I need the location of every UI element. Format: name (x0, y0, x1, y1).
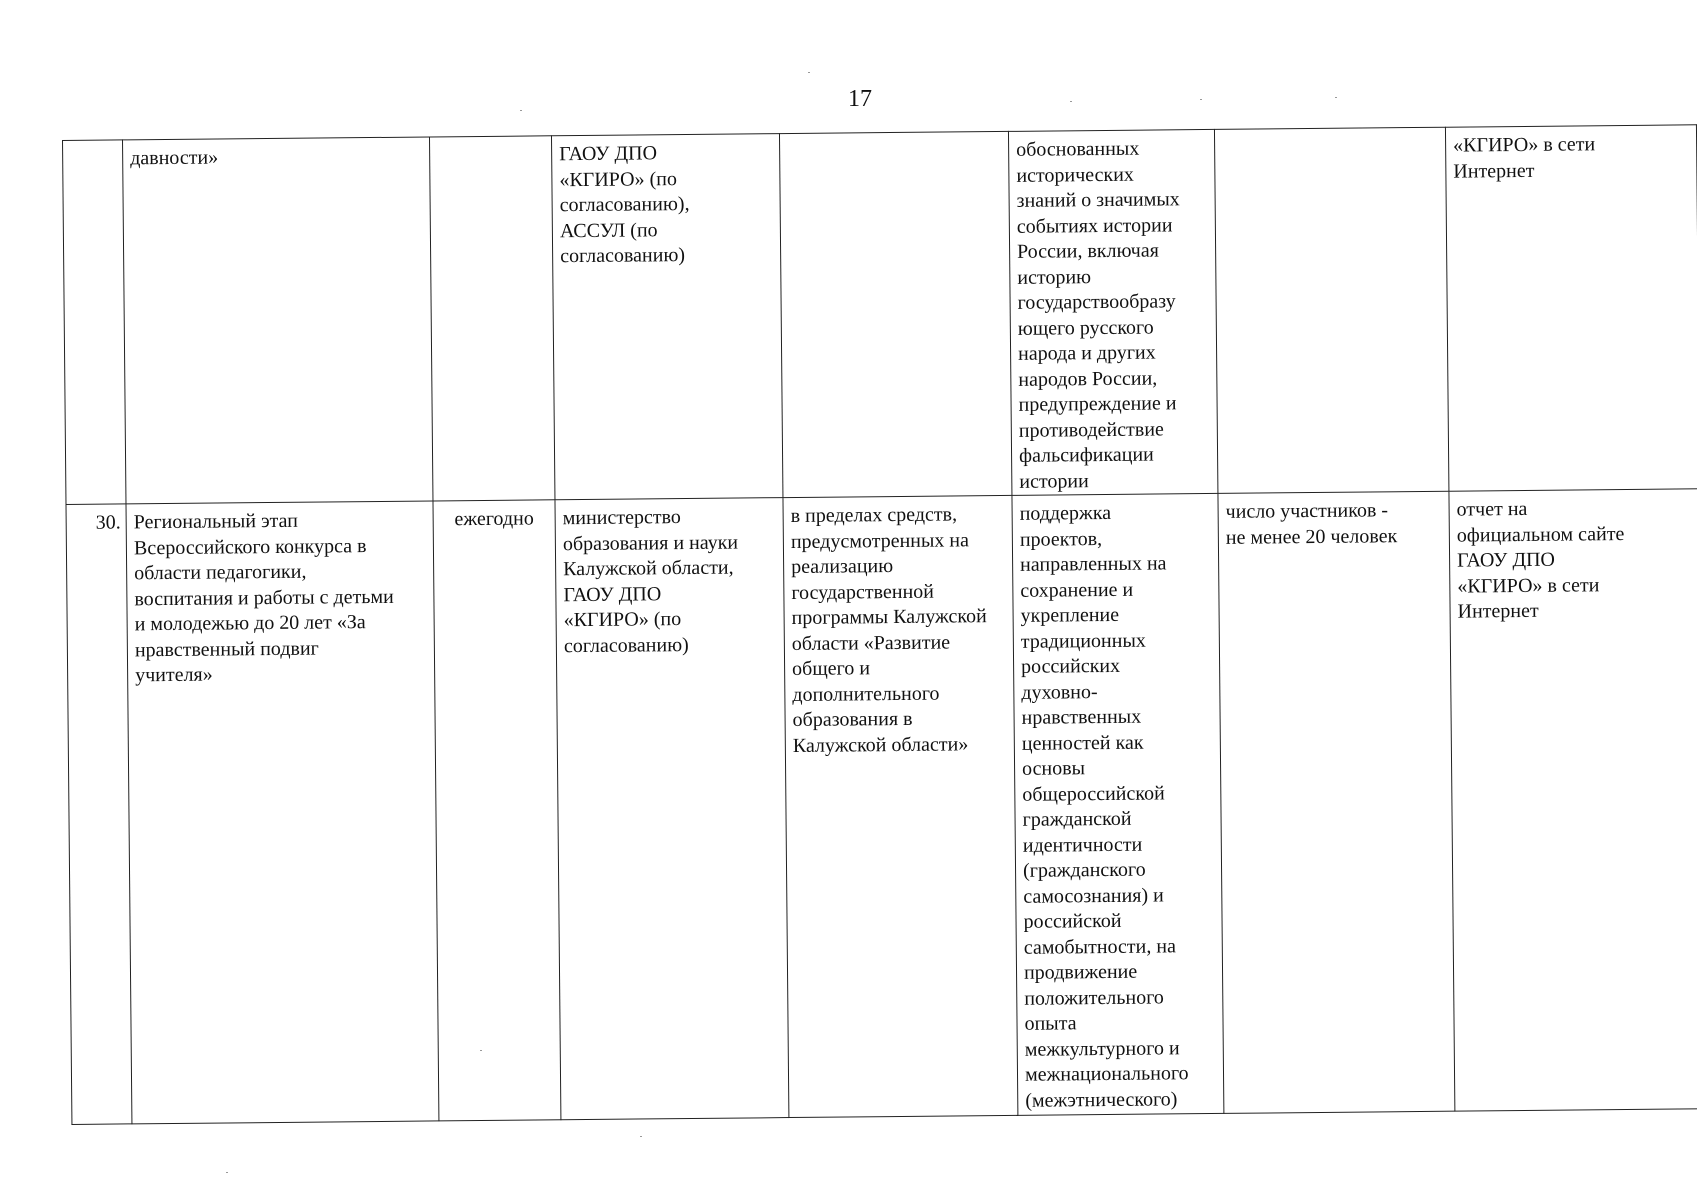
executors-cell: ГАОУ ДПО «КГИРО» (по согласованию), АССУЛ (по согласованию) (551, 134, 782, 500)
funding-cell (779, 131, 1011, 497)
goal-cell: поддержка проектов, направленных на сохранение и укрепление традиционных российских духовно- нравственных ценностей как основы общероссийской гражданской идентичности (гражданского самосознания) и российской самобытности, на продвижение положительного опыта межкультурного и межнационального (межэтнического) (1012, 493, 1224, 1115)
events-table (62, 124, 1697, 1125)
period-cell: ежегодно (433, 500, 561, 1121)
scan-speck (1335, 97, 1337, 98)
scan-speck (640, 1136, 642, 1137)
scan-speck (520, 110, 522, 111)
executors-cell: министерство образования и науки Калужской области, ГАОУ ДПО «КГИРО» (по согласованию) (555, 498, 789, 1120)
row-number-cell: 30. (66, 504, 132, 1125)
scan-speck (226, 1172, 228, 1173)
scan-speck (480, 1050, 482, 1051)
report-cell: «КГИРО» в сети Интернет (1445, 125, 1697, 491)
period-cell (429, 136, 554, 501)
scan-speck (1200, 99, 1202, 100)
page-number: 17 (848, 86, 872, 112)
scan-speck (1070, 101, 1072, 102)
event-name-cell: Региональный этап Всероссийского конкурса в области педагогики, воспитания и работы с детьми и молодежью до 20 лет «За нравственный подвиг учителя» (126, 501, 439, 1124)
event-name-cell: давности» (123, 137, 433, 504)
report-cell: отчет на официальном сайте ГАОУ ДПО «КГИРО» в сети Интернет (1449, 489, 1697, 1111)
indicator-cell (1214, 127, 1448, 493)
table-row-30 (66, 489, 1697, 1125)
funding-cell: в пределах средств, предусмотренных на реализацию государственной программы Калужской области «Развитие общего и дополнительного образования в Калужской области» (783, 495, 1018, 1117)
row-number-cell (63, 140, 126, 505)
scan-speck (808, 72, 810, 73)
indicator-cell: число участников - не менее 20 человек (1218, 491, 1455, 1113)
table-row-continued (63, 125, 1697, 505)
goal-cell: обоснованных исторических знаний о значимых событиях истории России, включая историю государствообразу ющего русского народа и других народов России, предупреждение и противодействие фальсификации истории (1008, 129, 1217, 495)
